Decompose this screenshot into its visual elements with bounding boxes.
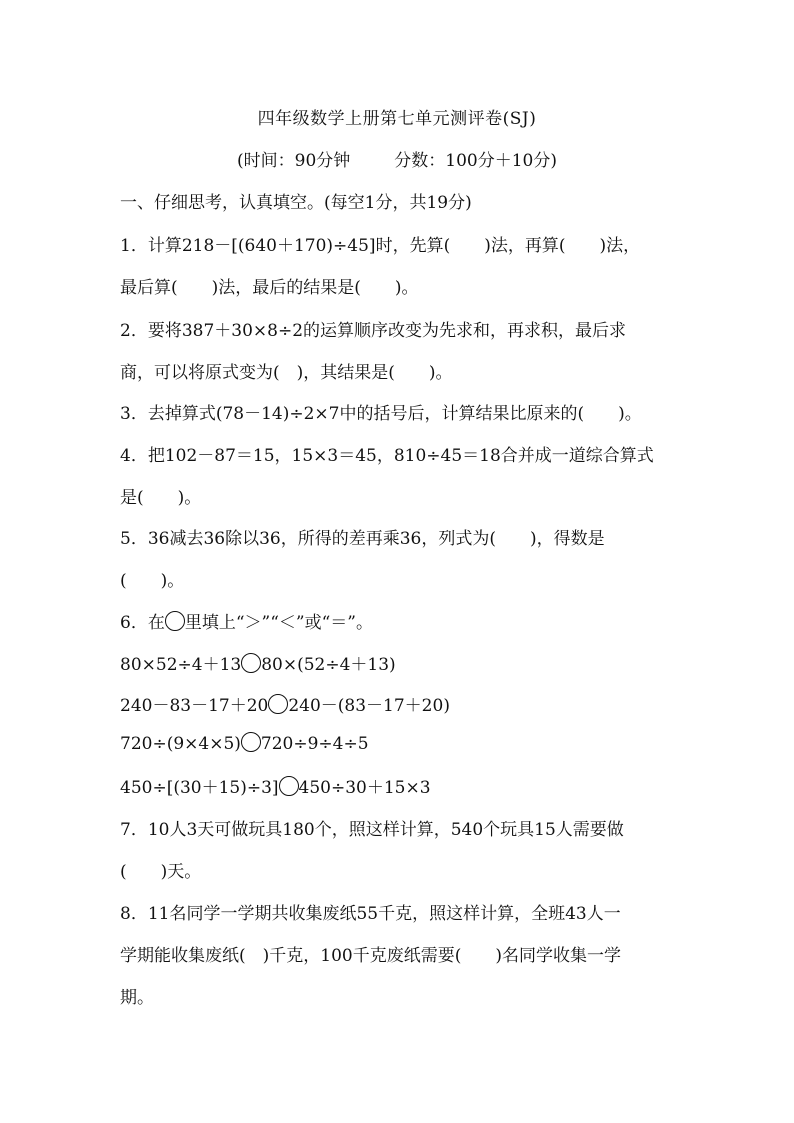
- question-2-line-2: 商，可以将原式变为( )，其结果是( )。: [120, 363, 453, 383]
- time-limit: (时间：90分钟: [237, 151, 351, 171]
- comparison-right: 80×(52÷4＋13): [261, 655, 396, 675]
- question-8-line-1: 8．11名同学一学期共收集废纸55千克，照这样计算，全班43人一: [120, 904, 621, 924]
- comparison-row-1: [120, 650, 720, 675]
- question-6-suffix: 里填上“＞”“＜”或“＝”。: [184, 613, 373, 633]
- question-8-line-2: 学期能收集废纸( )千克，100千克废纸需要( )名同学收集一学: [120, 946, 621, 966]
- comparison-right: 450÷30＋15×3: [298, 778, 431, 798]
- comparison-row-4: [120, 773, 720, 798]
- comparison-left: 720÷(9×4×5): [120, 734, 241, 754]
- question-2-line-1: 2．要将387＋30×8÷2的运算顺序改变为先求和，再求积，最后求: [120, 321, 627, 341]
- comparison-left: 450÷[(30＋15)÷3]: [120, 778, 279, 798]
- question-1-line-1: 1．计算218－[(640＋170)÷45]时，先算( )法，再算( )法，: [120, 236, 641, 256]
- comparison-right: 720÷9÷4÷5: [260, 734, 369, 754]
- comparison-row-3: [120, 732, 720, 754]
- comparison-row-2: [120, 691, 720, 716]
- question-4-line-1: 4．把102－87＝15，15×3＝45，810÷45＝18合并成一道综合算式: [120, 446, 654, 466]
- question-7-line-2: ( )天。: [120, 862, 202, 882]
- comparison-left: 80×52÷4＋13: [120, 655, 242, 675]
- total-score: 分数：100分＋10分): [394, 151, 557, 171]
- question-5-line-1: 5．36减去36除以36，所得的差再乘36，列式为( )，得数是: [120, 529, 605, 549]
- comparison-right: 240－(83－17＋20): [288, 696, 450, 716]
- circle-blank-icon: [268, 694, 288, 714]
- circle-blank-icon: [165, 611, 185, 631]
- exam-info: [0, 146, 794, 171]
- circle-blank-icon: [241, 732, 261, 752]
- question-7-line-1: 7．10人3天可做玩具180个，照这样计算，540个玩具15人需要做: [120, 820, 624, 840]
- page-title: 四年级数学上册第七单元测评卷(SJ): [257, 109, 537, 129]
- circle-blank-icon: [241, 653, 261, 673]
- question-1-line-2: 最后算( )法，最后的结果是( )。: [120, 278, 419, 298]
- section-heading: 一、仔细思考，认真填空。(每空1分，共19分): [120, 193, 472, 213]
- question-3-line-1: 3．去掉算式(78－14)÷2×7中的括号后，计算结果比原来的( )。: [120, 404, 642, 424]
- question-6-instruction: [120, 608, 720, 633]
- question-5-line-2: ( )。: [120, 571, 185, 591]
- comparison-left: 240－83－17＋20: [120, 696, 269, 716]
- circle-blank-icon: [279, 776, 299, 796]
- question-8-line-3: 期。: [120, 988, 154, 1008]
- question-4-line-2: 是( )。: [120, 488, 202, 508]
- question-6-prefix: 6．在: [120, 613, 165, 633]
